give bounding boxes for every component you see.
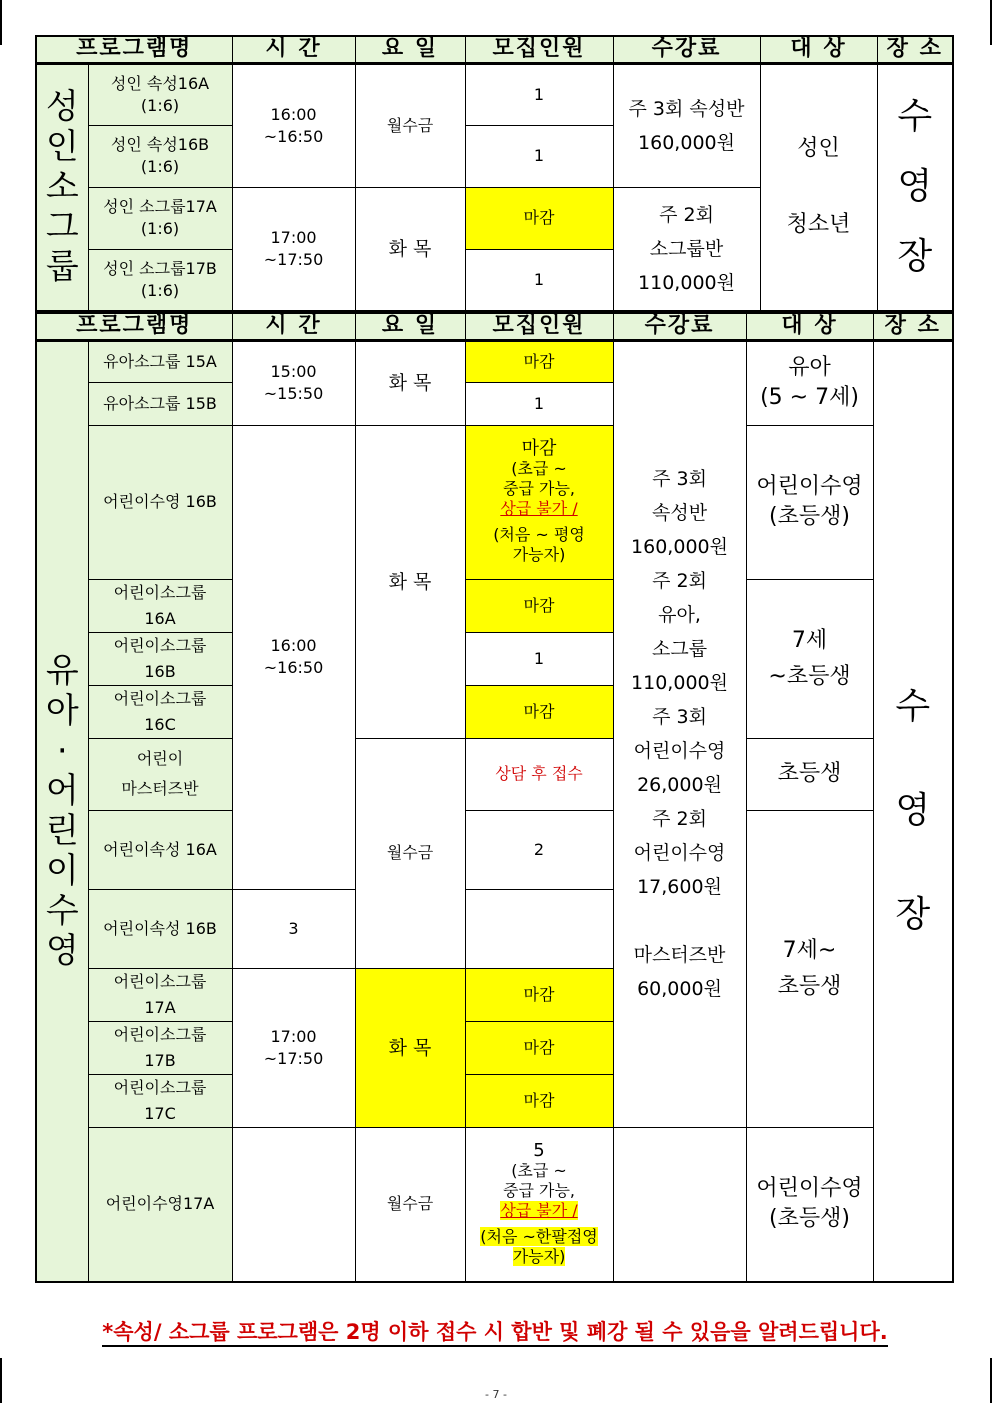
program-name-cell: 유아소그룹 15A xyxy=(88,340,232,382)
header-target: 대 상 xyxy=(746,313,873,340)
program-name-cell: 어린이속성 16A xyxy=(88,810,232,889)
program-name-cell: 어린이소그룹 16A xyxy=(88,579,232,632)
program-name-cell: 어린이소그룹 17A xyxy=(88,968,232,1021)
capacity-cell: 1 xyxy=(465,249,613,311)
capacity-cell: 마감 xyxy=(465,579,613,632)
capacity-cell: 1 xyxy=(465,125,613,187)
program-name-cell: 어린이소그룹 16C xyxy=(88,685,232,738)
header-capacity: 모집인원 xyxy=(465,36,613,63)
header-target: 대 상 xyxy=(760,36,877,63)
time-cell xyxy=(232,1127,355,1282)
capacity-cell: 3 xyxy=(232,889,355,968)
day-cell: 월수금 xyxy=(355,738,465,968)
program-name-cell: 어린이수영 16B xyxy=(88,425,232,579)
target-cell: 성인 청소년 xyxy=(760,63,877,311)
capacity-cell: 1 xyxy=(465,382,613,425)
program-name-cell: 어린이소그룹 17B xyxy=(88,1021,232,1074)
day-cell: 화 목 xyxy=(355,968,465,1127)
header-time: 시 간 xyxy=(232,36,355,63)
capacity-cell: 마감 xyxy=(465,1074,613,1127)
day-cell: 월수금 xyxy=(355,63,465,187)
time-cell: 16:00 ~16:50 xyxy=(232,63,355,187)
fee-cell: 주 3회 속성반 160,000원 주 2회 유아, 소그룹 110,000원 주 3회 어린이수영 26,000원 주 2회 어린이수영 17,600원 마스터즈반 60,000원 xyxy=(613,340,746,1127)
program-name-cell: 성인 속성16A (1:6) xyxy=(88,63,232,125)
day-cell: 화 목 xyxy=(355,187,465,311)
target-cell: 유아 (5 ~ 7세) xyxy=(746,340,873,425)
fee-cell: 주 2회 소그룹반 110,000원 xyxy=(613,187,760,311)
day-cell: 화 목 xyxy=(355,425,465,738)
time-cell: 17:00 ~17:50 xyxy=(232,968,355,1127)
page-number: - 7 - xyxy=(485,1388,507,1401)
program-name-cell: 유아소그룹 15B xyxy=(88,382,232,425)
target-cell: 어린이수영 (초등생) xyxy=(746,425,873,579)
adult-program-table xyxy=(35,35,954,312)
capacity-cell: 1 xyxy=(465,63,613,125)
target-cell: 7세 ~초등생 xyxy=(746,579,873,738)
fee-cell-empty xyxy=(613,1127,746,1282)
fee-cell: 주 3회 속성반 160,000원 xyxy=(613,63,760,187)
program-name-cell: 성인 소그룹17A (1:6) xyxy=(88,187,232,249)
crop-mark-top-left xyxy=(0,0,2,45)
capacity-cell: 마감 xyxy=(465,968,613,1021)
program-name-cell: 어린이소그룹 16B xyxy=(88,632,232,685)
time-cell: 15:00 ~15:50 xyxy=(232,340,355,425)
header-place: 장 소 xyxy=(877,36,953,63)
capacity-cell: 마감 xyxy=(465,685,613,738)
place-cell: 수 영 장 xyxy=(877,63,953,311)
notice-text: *속성/ 소그룹 프로그램은 2명 이하 접수 시 합반 및 폐강 될 수 있음을 알려드립니다. xyxy=(80,1317,910,1347)
capacity-cell: 마감 xyxy=(465,340,613,382)
capacity-cell: 마감 xyxy=(465,187,613,249)
target-cell: 어린이수영 (초등생) xyxy=(746,1127,873,1282)
program-name-cell: 어린이소그룹 17C xyxy=(88,1074,232,1127)
capacity-cell: 마감 (초급 ~ 중급 가능, 상급 불가 / (처음 ~ 평영 가능자) xyxy=(465,425,613,579)
target-cell: 초등생 xyxy=(746,738,873,810)
header-program-name: 프로그램명 xyxy=(36,36,232,63)
header-place: 장 소 xyxy=(873,313,953,340)
header-day: 요 일 xyxy=(355,36,465,63)
program-name-cell: 어린이 마스터즈반 xyxy=(88,738,232,810)
program-name-cell: 성인 소그룹17B (1:6) xyxy=(88,249,232,311)
header-fee: 수강료 xyxy=(613,313,746,340)
header-capacity: 모집인원 xyxy=(465,313,613,340)
capacity-cell: 2 xyxy=(465,810,613,889)
header-time: 시 간 xyxy=(232,313,355,340)
kids-program-table xyxy=(35,312,954,1283)
kids-group-label: 유 아 · 어 린 이 수 영 xyxy=(36,340,88,1282)
program-name-cell: 어린이수영17A xyxy=(88,1127,232,1282)
day-cell: 화 목 xyxy=(355,340,465,425)
header-fee: 수강료 xyxy=(613,36,760,63)
place-cell: 수 영 장 xyxy=(873,340,953,1282)
time-cell: 16:00 ~16:50 xyxy=(232,425,355,889)
capacity-cell: 마감 xyxy=(465,1021,613,1074)
adult-group-label: 성 인 소 그 룹 xyxy=(36,63,88,311)
header-program-name: 프로그램명 xyxy=(36,313,232,340)
capacity-cell: 5 (초급 ~ 중급 가능, 상급 불가 / (처음 ~한팔접영 가능자) xyxy=(465,1127,613,1282)
header-day: 요 일 xyxy=(355,313,465,340)
day-cell: 월수금 xyxy=(355,1127,465,1282)
target-cell: 7세~ 초등생 xyxy=(746,810,873,1127)
program-name-cell: 성인 속성16B (1:6) xyxy=(88,125,232,187)
capacity-cell: 상담 후 접수 xyxy=(465,738,613,810)
time-cell: 17:00 ~17:50 xyxy=(232,187,355,311)
capacity-cell: 1 xyxy=(465,632,613,685)
program-name-cell: 어린이속성 16B xyxy=(88,889,232,968)
